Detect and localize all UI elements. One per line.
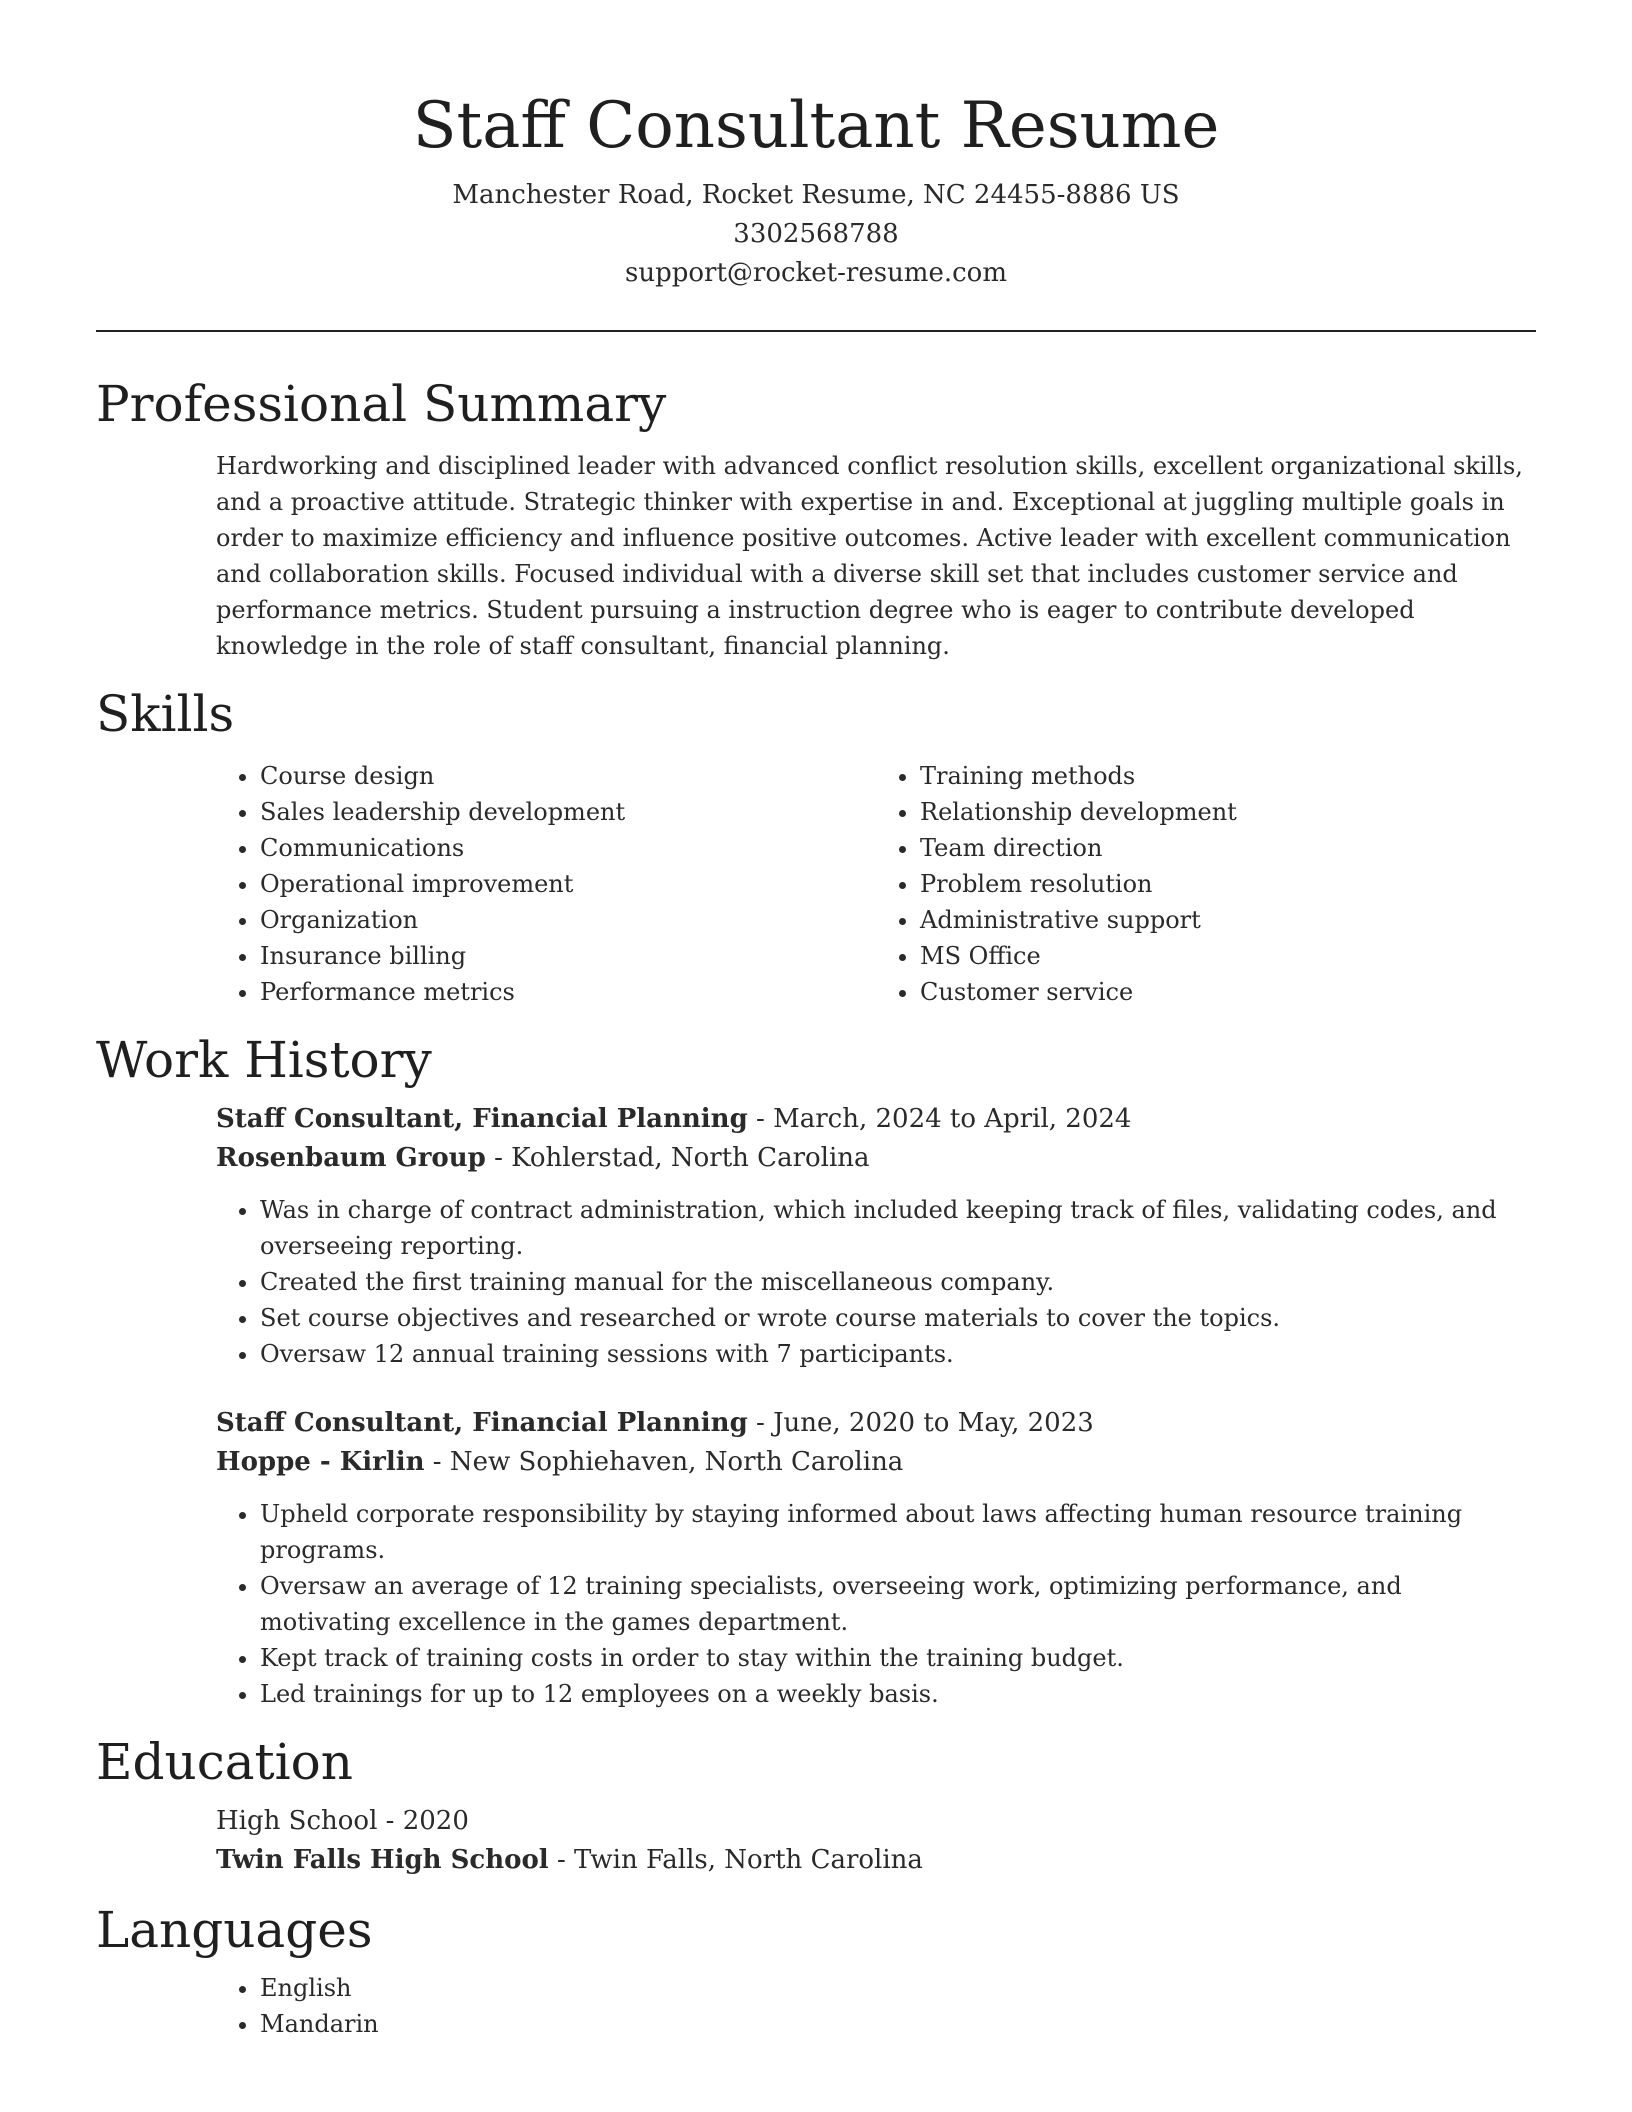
job-role: Staff Consultant, Financial Planning xyxy=(216,1408,748,1438)
job-company-line xyxy=(216,1139,1536,1178)
skill-item: • Customer service xyxy=(920,974,1536,1010)
contact-email: support@rocket-resume.com xyxy=(624,258,1007,288)
job-bullet: • Oversaw 12 annual training sessions with 7 participants. xyxy=(260,1336,1536,1372)
resume-page xyxy=(96,0,1536,2042)
resume-header xyxy=(96,0,1536,293)
summary-text: Hardworking and disciplined leader with advanced conflict resolution skills, excellent organizational skills, and a proactive attitude. Strategic thinker with expertise in and. Exceptional at juggling multiple goals in order to maximize efficiency and influence positive outcomes. Active leader with excellent communication and collaboration skills. Focused individual with a diverse skill set that includes customer service and performance metrics. Student pursuing a instruction degree who is eager to contribute developed knowledge in the role of staff consultant, financial planning. xyxy=(216,452,1523,660)
work-body xyxy=(216,1100,1536,1712)
section-title-education: Education xyxy=(96,1733,353,1791)
section-education xyxy=(96,1730,1536,1880)
job-bullet: • Oversaw an average of 12 training specialists, overseeing work, optimizing performance, and motivating excellence in the games department. xyxy=(260,1568,1536,1640)
job-bullet: • Upheld corporate responsibility by staying informed about laws affecting human resource training programs. xyxy=(260,1496,1536,1568)
job-bullet: • Led trainings for up to 12 employees on a weekly basis. xyxy=(260,1676,1536,1712)
job-company-line xyxy=(216,1443,1536,1482)
section-title-languages: Languages xyxy=(96,1901,373,1959)
job-role-line xyxy=(216,1100,1536,1139)
job-bullets xyxy=(216,1496,1536,1712)
skills-list-right xyxy=(876,758,1536,1010)
education-school-line xyxy=(216,1841,1536,1880)
job-bullet: • Was in charge of contract administration, which included keeping track of files, validating codes, and overseeing reporting. xyxy=(260,1192,1536,1264)
skills-columns xyxy=(216,758,1536,1010)
language-item: • Mandarin xyxy=(260,2006,1536,2042)
skill-item: • Sales leadership development xyxy=(260,794,876,830)
skill-item: • Course design xyxy=(260,758,876,794)
job-dates: - June, 2020 to May, 2023 xyxy=(747,1408,1094,1438)
skill-item: • Insurance billing xyxy=(260,938,876,974)
education-location: - Twin Falls, North Carolina xyxy=(548,1845,923,1875)
education-degree: High School - 2020 xyxy=(216,1806,469,1836)
job-role: Staff Consultant, Financial Planning xyxy=(216,1104,748,1134)
education-body xyxy=(216,1802,1536,1880)
job-entry xyxy=(216,1404,1536,1712)
resume-title: Staff Consultant Resume xyxy=(412,89,1220,163)
section-title-summary: Professional Summary xyxy=(96,375,667,433)
section-summary xyxy=(96,372,1536,664)
skill-item: • Team direction xyxy=(920,830,1536,866)
section-languages xyxy=(96,1898,1536,2042)
job-company: Hoppe - Kirlin xyxy=(216,1447,425,1477)
skill-item: • Operational improvement xyxy=(260,866,876,902)
skill-item: • Organization xyxy=(260,902,876,938)
contact-address: Manchester Road, Rocket Resume, NC 24455-8886 US xyxy=(452,180,1180,210)
summary-body xyxy=(216,448,1536,664)
skill-item: • Relationship development xyxy=(920,794,1536,830)
skill-item: • Training methods xyxy=(920,758,1536,794)
section-title-work: Work History xyxy=(96,1031,432,1089)
contact-block xyxy=(96,176,1536,293)
skills-list-left xyxy=(216,758,876,1010)
job-company: Rosenbaum Group xyxy=(216,1143,486,1173)
section-work-history xyxy=(96,1028,1536,1712)
languages-list xyxy=(216,1970,1536,2042)
section-title-skills: Skills xyxy=(96,685,235,743)
header-divider xyxy=(96,330,1536,332)
section-skills xyxy=(96,682,1536,1010)
job-bullet: • Set course objectives and researched or wrote course materials to cover the topics. xyxy=(260,1300,1536,1336)
job-bullet: • Created the first training manual for the miscellaneous company. xyxy=(260,1264,1536,1300)
job-role-line xyxy=(216,1404,1536,1443)
skill-item: • Communications xyxy=(260,830,876,866)
contact-phone: 3302568788 xyxy=(733,219,899,249)
skill-item: • Performance metrics xyxy=(260,974,876,1010)
skill-item: • Problem resolution xyxy=(920,866,1536,902)
job-entry xyxy=(216,1100,1536,1372)
skill-item: • MS Office xyxy=(920,938,1536,974)
languages-body xyxy=(216,1970,1536,2042)
job-bullet: • Kept track of training costs in order to stay within the training budget. xyxy=(260,1640,1536,1676)
job-location: - Kohlerstad, North Carolina xyxy=(485,1143,870,1173)
job-location: - New Sophiehaven, North Carolina xyxy=(424,1447,904,1477)
education-school: Twin Falls High School xyxy=(216,1845,549,1875)
language-item: • English xyxy=(260,1970,1536,2006)
skill-item: • Administrative support xyxy=(920,902,1536,938)
job-bullets xyxy=(216,1192,1536,1372)
job-dates: - March, 2024 to April, 2024 xyxy=(747,1104,1132,1134)
